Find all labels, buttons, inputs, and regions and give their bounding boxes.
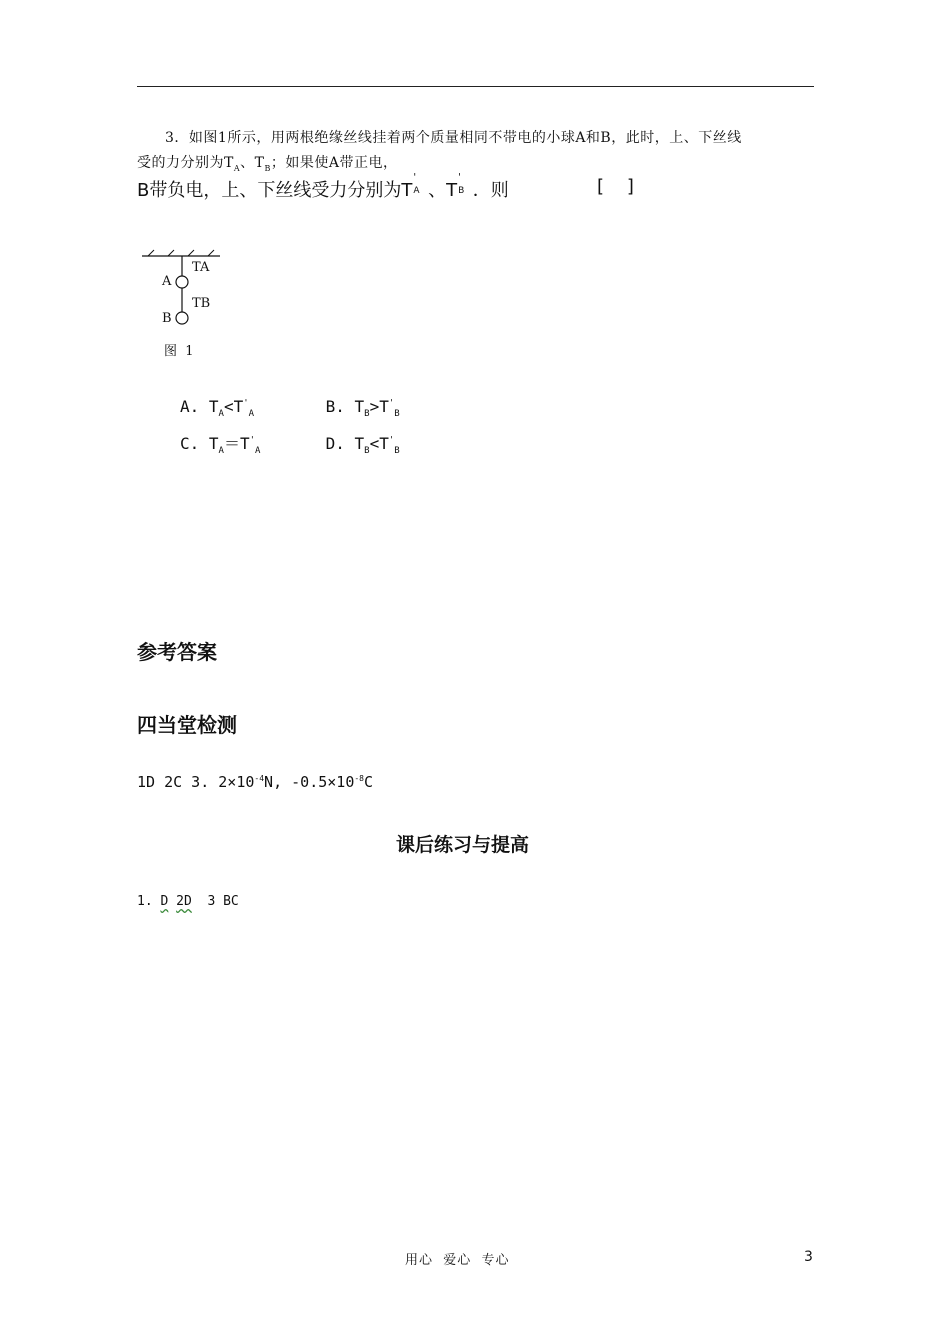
in-class-check-heading: 四当堂检测 xyxy=(137,713,237,737)
figure-caption: 图 1 xyxy=(164,344,194,359)
answer-bracket: [ ] xyxy=(597,176,634,197)
header-rule xyxy=(137,86,814,87)
hatch-mark xyxy=(168,250,174,256)
prime-sub-a: ' A xyxy=(413,172,420,196)
ball-b xyxy=(176,312,188,324)
question-line-2: 受的力分别为$T_A$、$T_B$；如果使A带正电， xyxy=(137,155,398,173)
ball-a xyxy=(176,276,188,288)
reference-answer-heading: 参考答案 xyxy=(137,640,217,664)
label-b: B xyxy=(162,311,172,326)
answer-line-1: 1D 2C 3. $2\times 10^{-4}N$, $-0.5\times 10^{-8}C$ xyxy=(137,773,374,791)
figure-1 xyxy=(140,246,230,361)
prime-sub-b: ' B xyxy=(458,172,465,196)
options-row-2 xyxy=(180,431,462,456)
option-c: C. $T_A=T'_A$ xyxy=(180,434,261,457)
option-a: A. $T_A<T'_A$ xyxy=(180,397,255,420)
option-d: D. $T_B<T'_B$ xyxy=(325,434,400,457)
after-class-heading: 课后练习与提高 xyxy=(396,834,530,856)
question-line-1: 3．如图1所示，用两根绝缘丝线挂着两个质量相同不带电的小球A和B，此时，上、下丝线 xyxy=(165,130,742,146)
hatch-mark xyxy=(208,250,214,256)
label-tb: TB xyxy=(192,296,211,311)
answer-line-2: 1. D 2D 3 BC xyxy=(137,894,239,909)
hatch-mark xyxy=(148,250,154,256)
option-b: B. $T_B>T'_B$ xyxy=(325,397,400,420)
options-row-1 xyxy=(180,397,462,419)
hatch-mark xyxy=(188,250,194,256)
label-a: A xyxy=(162,274,172,289)
question-line-3: B带负电，上、下丝线受力分别为T ' A 、T ' B ．则 xyxy=(137,172,509,201)
label-ta: TA xyxy=(192,260,210,275)
footer-motto: 用心 爱心 专心 xyxy=(405,1253,510,1268)
page-number: 3 xyxy=(804,1249,813,1265)
